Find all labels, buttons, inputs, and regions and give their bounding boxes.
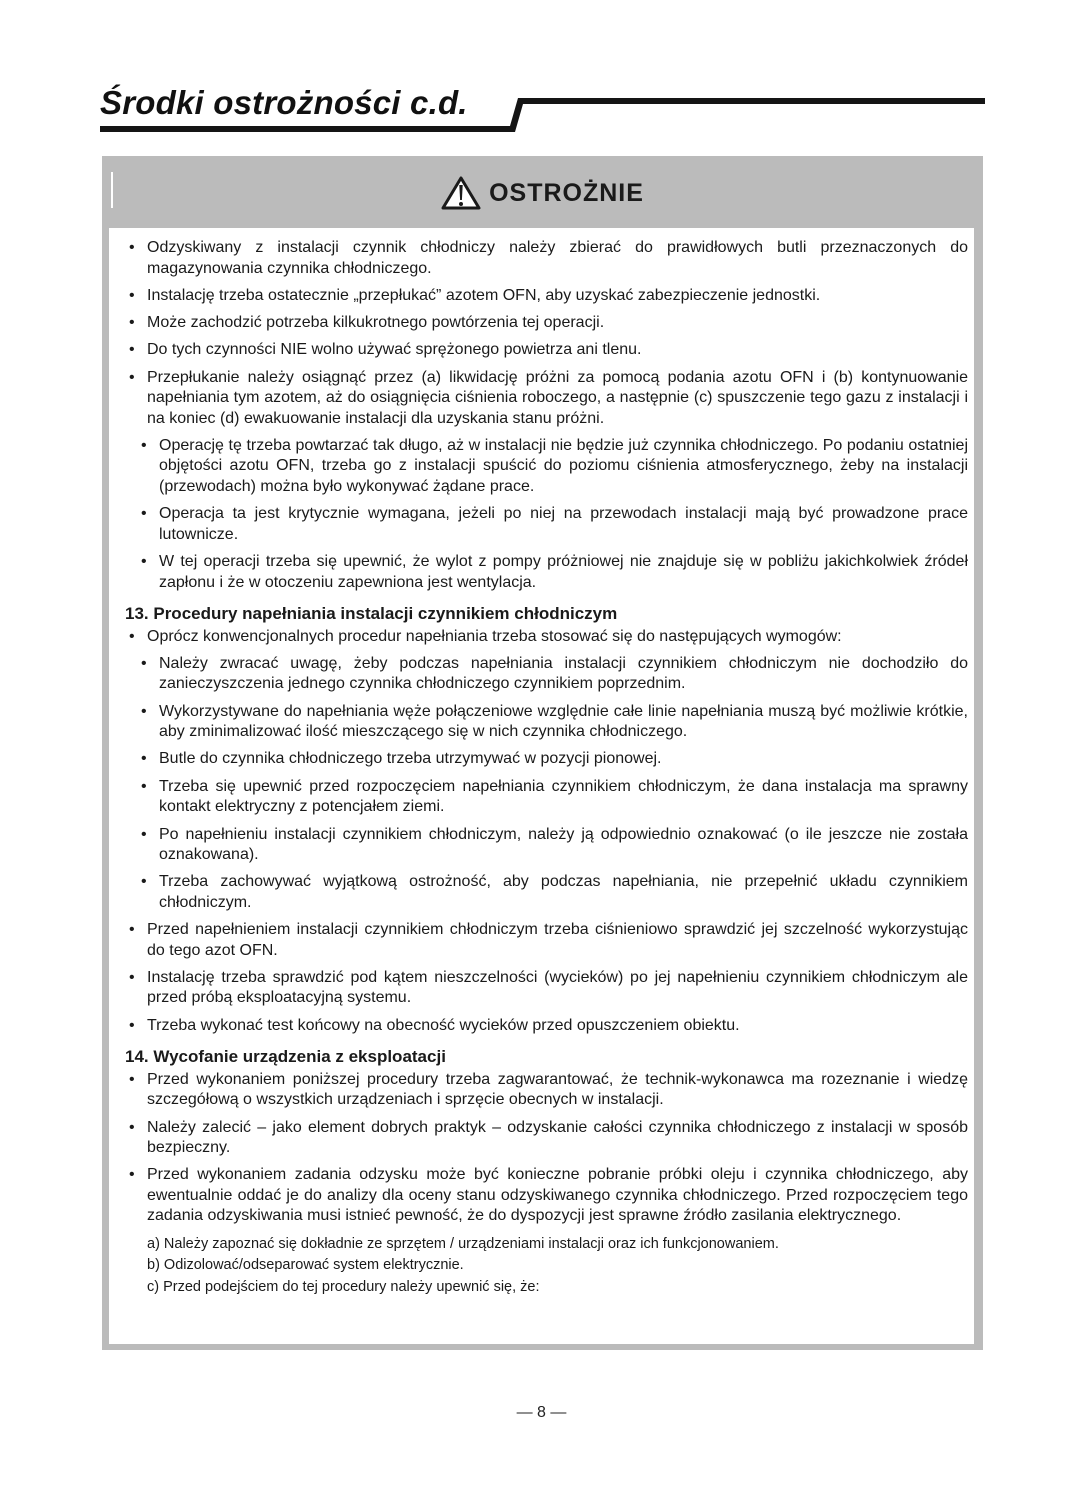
sub-bullet-item bbox=[123, 436, 968, 498]
bullet-item bbox=[123, 286, 968, 307]
bullet-item bbox=[123, 1118, 968, 1159]
bullet-icon: • bbox=[141, 750, 147, 768]
caution-heading bbox=[441, 176, 644, 210]
bullet-icon: • bbox=[129, 341, 135, 359]
page-header bbox=[100, 84, 985, 134]
sub-bullet-item bbox=[123, 749, 968, 770]
bullet-item bbox=[123, 1016, 968, 1037]
procedure-step: a) Należy zapoznać się dokładnie ze sprzętem / urządzeniami instalacji oraz ich funkcjonowaniem. bbox=[147, 1235, 779, 1252]
bullet-icon: • bbox=[141, 654, 147, 672]
bullet-icon: • bbox=[129, 921, 135, 939]
sub-bullet-item bbox=[123, 654, 968, 695]
caution-header bbox=[102, 156, 983, 228]
caution-list bbox=[123, 238, 968, 593]
bullet-icon: • bbox=[141, 825, 147, 843]
section-14-list bbox=[123, 1070, 968, 1227]
bullet-text: Należy zalecić – jako element dobrych praktyk – odzyskanie całości czynnika chłodniczego z instalacji w sposób bezpieczny. bbox=[147, 1118, 968, 1157]
bullet-icon: • bbox=[129, 286, 135, 304]
bullet-item bbox=[123, 968, 968, 1009]
bullet-icon: • bbox=[129, 1166, 135, 1184]
bullet-icon: • bbox=[141, 777, 147, 795]
section-14-title: 14. Wycofanie urządzenia z eksploatacji bbox=[125, 1047, 446, 1067]
bullet-item bbox=[123, 1165, 968, 1227]
caution-body bbox=[109, 228, 974, 1344]
bullet-text: Instalację trzeba sprawdzić pod kątem nieszczelności (wycieków) po jej napełnieniu czynnikiem chłodniczym ale przed próbą eksploatacyjną systemu. bbox=[147, 968, 968, 1007]
page-number: — 8 — bbox=[516, 1404, 567, 1421]
bullet-icon: • bbox=[141, 505, 147, 523]
bullet-item bbox=[123, 627, 968, 648]
bullet-item bbox=[123, 238, 968, 279]
bullet-item bbox=[123, 920, 968, 961]
bullet-text: Trzeba wykonać test końcowy na obecność wycieków przed opuszczeniem obiektu. bbox=[147, 1016, 740, 1034]
bullet-text: W tej operacji trzeba się upewnić, że wylot z pompy próżniowej nie znajduje się w pobliżu jakichkolwiek źródeł zapłonu i że w otoczeniu zapewniona jest wentylacja. bbox=[159, 553, 968, 591]
bullet-text: Przed wykonaniem zadania odzysku może być konieczne pobranie próbki oleju i czynnika chłodniczego, aby ewentualnie oddać je do analizy dla oceny stanu odzyskiwanego czynnika chłodniczego. Przed rozpoczęciem tego zadania odzyskiwania musi istnieć pewność, że do dyspozycji jest sprawne źródło zasilania elektrycznego. bbox=[147, 1166, 968, 1225]
bullet-text: Przed napełnieniem instalacji czynnikiem chłodniczym trzeba ciśnieniowo sprawdzić jej szczelność wykorzystując do tego azot OFN. bbox=[147, 921, 968, 959]
bullet-item bbox=[123, 368, 968, 430]
caution-title: OSTROŻNIE bbox=[489, 178, 644, 207]
bullet-text: Do tych czynności NIE wolno używać sprężonego powietrza ani tlenu. bbox=[147, 341, 642, 359]
bullet-icon: • bbox=[129, 368, 135, 386]
bullet-item bbox=[123, 1070, 968, 1111]
bullet-text: Może zachodzić potrzeba kilkukrotnego powtórzenia tej operacji. bbox=[147, 314, 605, 332]
caution-content bbox=[123, 238, 968, 1298]
bullet-icon: • bbox=[129, 1016, 135, 1034]
section-13-title: 13. Procedury napełniania instalacji czynnikiem chłodniczym bbox=[125, 604, 618, 624]
bullet-icon: • bbox=[129, 1118, 135, 1136]
bullet-icon: • bbox=[129, 239, 135, 256]
bullet-text: Operację tę trzeba powtarzać tak długo, aż w instalacji nie będzie już czynnika chłodniczego. Po podaniu ostatniej objętości azotu OFN, trzeba go z instalacji spuścić do poziomu ciśnienia atmosferycznego, żeby na instalacji (przewodach) można było wykonywać żądane prace. bbox=[159, 436, 968, 495]
bullet-icon: • bbox=[129, 314, 135, 332]
sub-bullet-item bbox=[123, 825, 968, 866]
sub-bullet-item bbox=[123, 777, 968, 818]
bullet-item bbox=[123, 313, 968, 334]
bullet-icon: • bbox=[141, 553, 147, 571]
bullet-text: Przepłukanie należy osiągnąć przez (a) likwidację próżni za pomocą podania azotu OFN i (b) kontynuowanie napełniania tym azotem, aż do osiągnięcia ciśnienia roboczego, a następnie (c) spuszczenie tego gazu z instalacji i na koniec (d) ewakuowanie instalacji dla uzyskania stanu próżni. bbox=[147, 368, 968, 427]
sub-bullet-item bbox=[123, 504, 968, 545]
bullet-icon: • bbox=[129, 1070, 135, 1088]
warning-triangle-icon bbox=[441, 176, 481, 210]
bullet-icon: • bbox=[141, 436, 147, 454]
bullet-icon: • bbox=[129, 627, 135, 645]
page-title: Środki ostrożności c.d. bbox=[100, 84, 468, 121]
caution-box bbox=[102, 156, 983, 1350]
bullet-text: Butle do czynnika chłodniczego trzeba utrzymywać w pozycji pionowej. bbox=[159, 750, 662, 768]
sub-bullet-item bbox=[123, 552, 968, 593]
sub-bullet-item bbox=[123, 872, 968, 913]
bullet-text: Po napełnieniu instalacji czynnikiem chłodniczym, należy ją odpowiednio oznakować (o ile jeszcze nie została oznakowana). bbox=[159, 825, 968, 864]
bullet-text: Oprócz konwencjonalnych procedur napełniania trzeba stosować się do następujących wymogów: bbox=[147, 627, 842, 645]
section-13-list bbox=[123, 627, 968, 1037]
bullet-icon: • bbox=[129, 968, 135, 986]
bullet-text: Operacja ta jest krytycznie wymagana, jeżeli po niej na przewodach instalacji mają być prowadzone prace lutownicze. bbox=[159, 505, 968, 543]
bullet-icon: • bbox=[141, 702, 147, 720]
section-14-steps bbox=[123, 1234, 968, 1297]
bullet-text: Wykorzystywane do napełniania węże połączeniowe względnie całe linie napełniania muszą być możliwie krótkie, aby zminimalizować ilość mieszczącego się w nich czynnika chłodniczego. bbox=[159, 702, 968, 741]
bullet-text: Należy zwracać uwagę, żeby podczas napełniania instalacji czynnikiem chłodniczym nie dochodziło do zanieczyszczenia jednego czynnika chłodniczego czynnikiem poprzednim. bbox=[159, 654, 968, 693]
bullet-text: Trzeba się upewnić przed rozpoczęciem napełniania czynnikiem chłodniczym, że dana instalacja ma sprawny kontakt elektryczny z potencjałem ziemi. bbox=[159, 777, 968, 816]
procedure-step: c) Przed podejściem do tej procedury należy upewnić się, że: bbox=[147, 1278, 540, 1295]
bullet-text: Instalację trzeba ostatecznie „przepłukać” azotem OFN, aby uzyskać zabezpieczenie jednostki. bbox=[147, 286, 821, 304]
sub-bullet-item bbox=[123, 702, 968, 743]
bullet-icon: • bbox=[141, 873, 147, 891]
bullet-text: Przed wykonaniem poniższej procedury trzeba zagwarantować, że technik-wykonawca ma rozeznanie i wiedzę szczegółową o wszystkich urządzeniach i sprzęcie obecnych w instalacji. bbox=[147, 1070, 968, 1109]
bullet-text: Trzeba zachowywać wyjątkową ostrożność, aby podczas napełniania, nie przepełnić układu czynnikiem chłodniczym. bbox=[159, 873, 968, 911]
procedure-step: b) Odizolować/odseparować system elektrycznie. bbox=[147, 1257, 464, 1274]
bullet-item bbox=[123, 340, 968, 361]
bullet-text: Odzyskiwany z instalacji czynnik chłodniczy należy zbierać do prawidłowych butli przeznaczonych do magazynowania czynnika chłodniczego. bbox=[147, 239, 968, 277]
